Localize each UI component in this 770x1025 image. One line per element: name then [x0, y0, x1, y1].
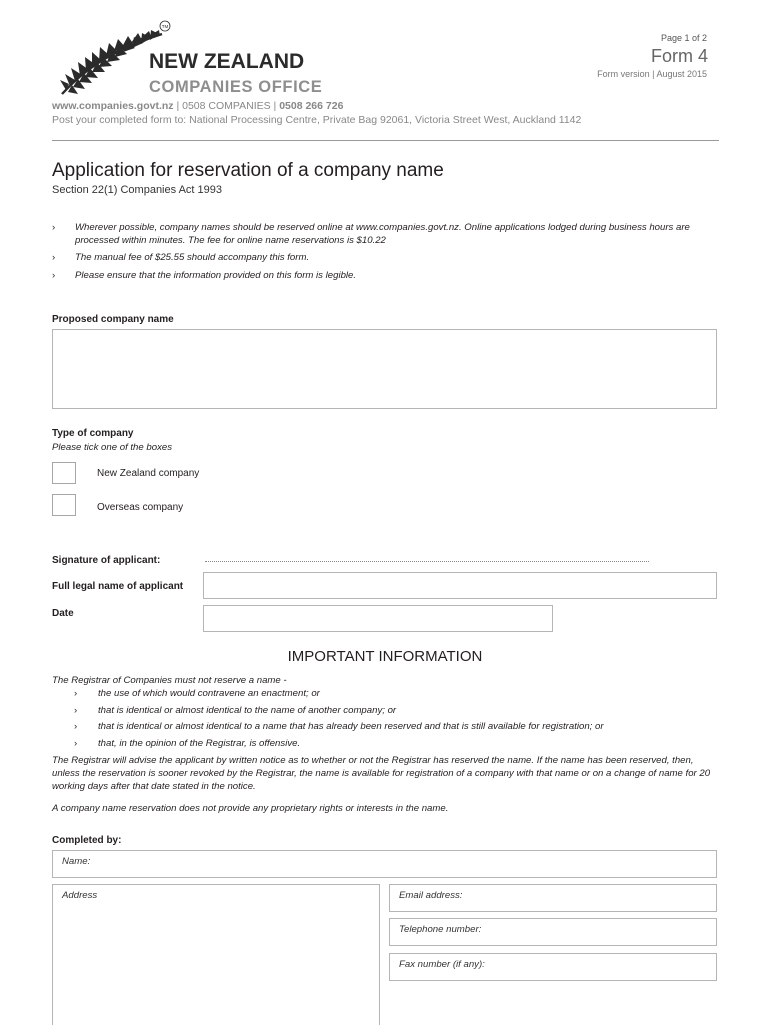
full-name-label: Full legal name of applicant [52, 581, 184, 592]
instruction-text: Please ensure that the information provided on this form is legible. [75, 269, 357, 281]
name-field-label: Name: [62, 856, 91, 867]
chevron-right-icon: › [74, 721, 78, 733]
silver-fern-icon [60, 30, 162, 94]
nz-company-checkbox[interactable] [52, 462, 76, 484]
website-link[interactable]: www.companies.govt.nz [52, 100, 174, 112]
fax-field-label: Fax number (if any): [399, 959, 485, 970]
postal-address: Post your completed form to: National Processing Centre, Private Bag 92061, Victoria Street West, Auckland 1142 [52, 114, 582, 126]
companies-office-logo [52, 20, 332, 98]
proposed-name-field[interactable] [52, 329, 717, 409]
list-item [52, 705, 722, 718]
proposed-name-label: Proposed company name [52, 314, 174, 325]
list-item [52, 222, 712, 247]
list-item [52, 252, 712, 265]
nz-company-option-label: New Zealand company [97, 468, 200, 479]
address-field[interactable] [52, 884, 380, 1025]
list-item [52, 721, 722, 734]
trademark-text: TM [161, 23, 169, 29]
signature-label: Signature of applicant: [52, 555, 161, 566]
instruction-text: The manual fee of $25.55 should accompany this form. [75, 252, 310, 263]
chevron-right-icon: › [74, 687, 78, 699]
registrar-notice-paragraph: The Registrar will advise the applicant by written notice as to whether or not the Registrar has reserved the name. If the name has been reserved, then, unless the reservation is sooner revoked by the Registrar, the name is available for registration of a company with that name or on a change of name for 20 working days after that date stated in the notice. [52, 754, 711, 792]
form-title: Application for reservation of a company name [52, 160, 444, 181]
logo-line1: NEW ZEALAND [149, 50, 305, 73]
instruction-text: Wherever possible, company names should be reserved online at www.companies.govt.nz. Online applications lodged during business hours are processed within minutes. The fee for online name reservations is $10.22 [75, 222, 690, 246]
restriction-text: the use of which would contravene an enactment; or [98, 687, 320, 699]
list-item [52, 688, 722, 701]
logo-line2: COMPANIES OFFICE [149, 78, 323, 96]
date-label: Date [52, 608, 74, 619]
chevron-right-icon: › [52, 252, 56, 263]
instructions-list [52, 222, 712, 287]
signature-line[interactable] [205, 561, 649, 562]
overseas-company-checkbox[interactable] [52, 494, 76, 516]
name-field[interactable] [52, 850, 717, 878]
page-indicator: Page 1 of 2 [660, 33, 707, 43]
chevron-right-icon: › [74, 738, 78, 750]
company-type-label: Type of company [52, 428, 134, 439]
address-field-label: Address [62, 890, 98, 901]
list-item [52, 738, 722, 751]
separator: | [173, 100, 183, 112]
completed-by-label: Completed by: [52, 835, 122, 846]
proprietary-rights-paragraph: A company name reservation does not provide any proprietary rights or interests in the name. [52, 803, 449, 815]
form-version: Form version | August 2015 [597, 69, 707, 79]
restriction-text: that is identical or almost identical to a name that has already been reserved and that is still available for registration; or [98, 721, 604, 733]
phone-text: 0508 COMPANIES [182, 100, 271, 112]
telephone-field-label: Telephone number: [399, 924, 482, 935]
form-number: Form 4 [650, 46, 708, 66]
phone-number: 0508 266 726 [279, 100, 344, 112]
chevron-right-icon: › [52, 222, 56, 233]
email-field[interactable] [389, 884, 717, 912]
chevron-right-icon: › [74, 704, 78, 716]
important-intro: The Registrar of Companies must not reserve a name - [52, 675, 287, 686]
telephone-field[interactable] [389, 918, 717, 946]
fax-field[interactable] [389, 953, 717, 981]
important-info [52, 675, 722, 816]
restriction-text: that is identical or almost identical to the name of another company; or [98, 704, 397, 716]
restriction-text: that, in the opinion of the Registrar, is offensive. [98, 738, 301, 750]
company-type-hint: Please tick one of the boxes [52, 442, 172, 453]
contact-line [52, 100, 343, 112]
full-name-field[interactable] [203, 572, 717, 599]
separator: | [270, 100, 280, 112]
chevron-right-icon: › [52, 269, 56, 281]
header-divider [52, 140, 719, 141]
date-field[interactable] [203, 605, 553, 632]
form-subtitle: Section 22(1) Companies Act 1993 [52, 184, 222, 196]
email-field-label: Email address: [399, 890, 463, 901]
important-heading: IMPORTANT INFORMATION [287, 648, 483, 665]
overseas-company-option-label: Overseas company [97, 502, 184, 513]
list-item [52, 270, 712, 283]
